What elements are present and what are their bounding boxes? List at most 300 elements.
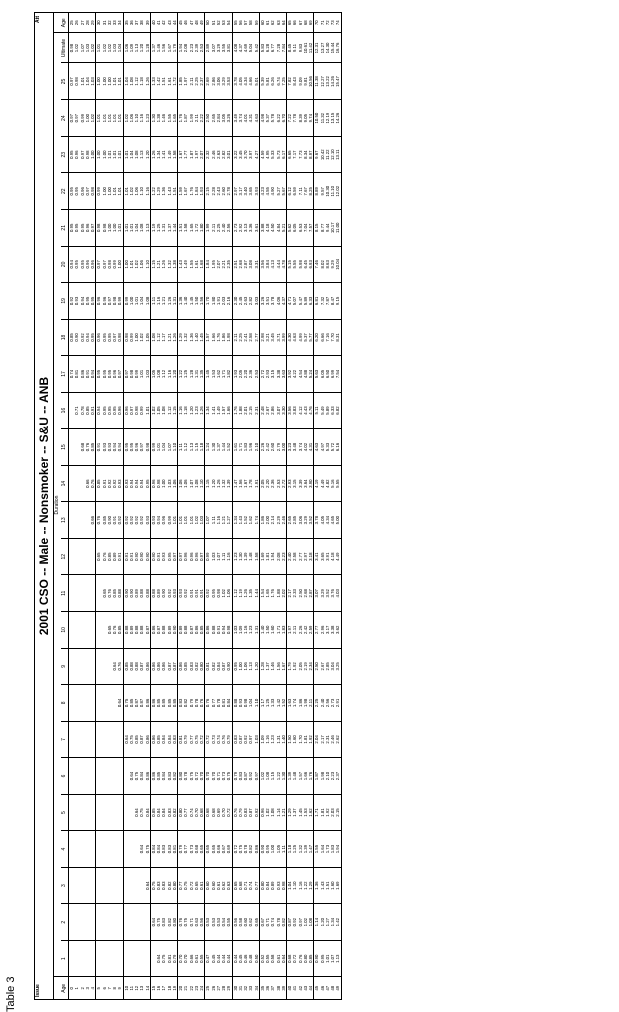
rate-cell: 0.72 (205, 721, 211, 758)
rate-cell: 0.97 (85, 173, 90, 210)
rate-cell: 1.01 (112, 173, 117, 210)
rate-cell: 2.02 (281, 575, 287, 612)
rate-cell: 1.88 (238, 392, 243, 429)
rate-cell: 0.87 (189, 612, 194, 649)
rate-cell: 5.55 (335, 465, 340, 502)
issue-age-cell: 1 (74, 987, 80, 990)
rate-cell: 0.87 (134, 685, 139, 722)
rate-cell: 3.88 (259, 210, 265, 247)
rate-cell: 0.96 (134, 429, 139, 466)
rate-cell: 1.26 (243, 575, 248, 612)
rate-cell: 0.97 (90, 210, 96, 247)
rate-cell: 0.83 (161, 831, 166, 868)
attained-age-cell: 68 (303, 13, 308, 33)
rate-cell: 0.66 (216, 831, 221, 868)
rate-cell: 2.45 (238, 283, 243, 320)
rate-cell: 1.39 (303, 831, 308, 868)
rate-cell: 0.74 (216, 721, 221, 758)
rate-cell: 1.28 (259, 648, 265, 685)
rate-cell: 1.50 (287, 721, 293, 758)
rate-cell: 6.74 (276, 63, 281, 100)
rate-cell: 0.88 (211, 612, 216, 649)
rate-cell: 0.89 (156, 575, 161, 612)
rate-cell: 11.00 (335, 210, 340, 247)
rate-cell: 4.37 (281, 283, 287, 320)
rate-cell: 5.27 (276, 173, 281, 210)
attained-age-cell: 58 (248, 13, 253, 33)
rate-cell: 1.50 (265, 612, 270, 649)
rate-cell: 4.90 (270, 173, 275, 210)
attained-age-cell: 36 (129, 13, 134, 33)
rate-cell: 0.97 (117, 356, 123, 393)
rate-cell: 3.51 (265, 283, 270, 320)
rate-cell: 2.20 (243, 356, 248, 393)
duration-header: Ultimate (61, 33, 69, 63)
rate-cell: 4.19 (314, 465, 320, 502)
rate-cell: 1.57 (298, 758, 303, 795)
rate-cell: 0.87 (243, 758, 248, 795)
rate-cell: 0.56 (232, 904, 238, 941)
rate-cell: 0.78 (216, 685, 221, 722)
rate-cell: 2.51 (232, 246, 238, 283)
rate-cell: 8.25 (308, 173, 314, 210)
rate-cell: 4.95 (265, 136, 270, 173)
rate-cell: 1.67 (167, 33, 172, 63)
rate-cell: 1.51 (325, 867, 330, 904)
rate-cell: 2.85 (325, 648, 330, 685)
rate-cell: 0.64 (117, 685, 123, 722)
rate-cell: 1.05 (145, 319, 151, 356)
rate-cell: 1.23 (248, 612, 253, 649)
rate-cell: 1.04 (139, 283, 144, 320)
rate-cell: 1.01 (145, 392, 151, 429)
rate-cell: 0.90 (226, 648, 232, 685)
rate-cell: 8.02 (320, 246, 325, 283)
rate-cell: 1.10 (254, 685, 260, 722)
rate-cell: 0.95 (123, 429, 129, 466)
rate-cell: 1.01 (183, 502, 188, 539)
rate-cell: 6.99 (330, 356, 335, 393)
header-spacer (54, 13, 61, 33)
rate-cell: 2.62 (335, 721, 340, 758)
rate-cell: 1.81 (320, 794, 325, 831)
rate-cell: 8.34 (303, 136, 308, 173)
rate-cell: 0.97 (96, 246, 102, 283)
rate-cell: 0.72 (232, 831, 238, 868)
rate-cell: 1.40 (183, 283, 188, 320)
rate-cell: 0.85 (167, 685, 172, 722)
rate-cell: 0.84 (150, 831, 156, 868)
issue-age-cell: 27 (215, 985, 221, 991)
rate-cell: 1.37 (265, 648, 270, 685)
rate-cell: 5.16 (330, 465, 335, 502)
rate-cell: 0.98 (123, 319, 129, 356)
duration-header: 25 (61, 63, 69, 100)
rate-cell: 0.72 (189, 867, 194, 904)
rate-cell: 1.09 (259, 721, 265, 758)
rate-cell: 3.29 (221, 63, 226, 100)
rate-cell: 1.41 (211, 392, 216, 429)
rate-cell: 1.34 (330, 904, 335, 941)
rate-cell: 1.03 (232, 612, 238, 649)
rate-cell: 1.06 (243, 648, 248, 685)
duration-header: 23 (61, 136, 69, 173)
rate-cell: 1.16 (145, 173, 151, 210)
rate-cell: 0.93 (161, 538, 166, 575)
rate-cell: 13.15 (330, 100, 335, 137)
rate-cell: 0.88 (129, 648, 134, 685)
rate-cell: 14.26 (330, 63, 335, 100)
rate-cell: 0.90 (74, 319, 79, 356)
rate-cell: 2.46 (211, 136, 216, 173)
rate-cell: 0.85 (102, 502, 107, 539)
issue-age-cell: 15 (150, 977, 156, 999)
rate-cell: 2.16 (226, 283, 232, 320)
rate-cell: 5.98 (298, 246, 303, 283)
rate-cell: 2.10 (325, 758, 330, 795)
rate-cell: 0.86 (150, 685, 156, 722)
rate-cell: 0.77 (254, 867, 260, 904)
rate-cell: 1.13 (335, 940, 340, 977)
rate-cell: 1.16 (167, 356, 172, 393)
rate-cell: 5.67 (281, 173, 287, 210)
rate-cell: 0.94 (139, 465, 144, 502)
rate-cell: 3.53 (226, 63, 232, 100)
rate-cell: 0.74 (69, 356, 75, 393)
duration-header: 16 (61, 392, 69, 429)
rate-cell: 0.94 (90, 356, 96, 393)
rate-cell: 1.36 (161, 173, 166, 210)
rate-cell: 0.60 (205, 867, 211, 904)
duration-header: 6 (61, 758, 69, 795)
issue-age-cell: 18 (166, 985, 172, 991)
rate-cell: 4.69 (243, 33, 248, 63)
rate-cell: 0.92 (292, 904, 297, 941)
rate-cell: 1.20 (172, 356, 178, 393)
rate-cell: 1.92 (325, 794, 330, 831)
rate-cell: 0.65 (254, 904, 260, 941)
attained-age-cell: 70 (314, 13, 320, 33)
rate-cell: 1.20 (320, 904, 325, 941)
rate-cell: 1.99 (189, 100, 194, 137)
rate-cell: 3.25 (335, 648, 340, 685)
attained-age-cell: 71 (320, 13, 325, 33)
issue-age-cell: 29 (226, 985, 232, 991)
rate-cell: 1.11 (281, 831, 287, 868)
rate-cell: 2.60 (221, 173, 226, 210)
rate-cell: 0.65 (232, 867, 238, 904)
rate-cell: 0.92 (117, 502, 123, 539)
attained-age-cell: 26 (74, 13, 79, 33)
rate-cell: 2.78 (226, 173, 232, 210)
rate-cell: 1.46 (270, 648, 275, 685)
attained-age-cell: 28 (85, 13, 90, 33)
rate-cell: 0.86 (178, 648, 184, 685)
rate-cell: 5.37 (265, 100, 270, 137)
rate-cell: 1.01 (117, 210, 123, 247)
rate-cell: 6.17 (281, 136, 287, 173)
rate-cell: 2.22 (199, 100, 205, 137)
rate-cell: 2.40 (221, 210, 226, 247)
rate-cell: 0.65 (211, 831, 216, 868)
rate-cell: 1.20 (145, 136, 151, 173)
rate-cell: 2.42 (303, 612, 308, 649)
rate-cell: 5.21 (281, 210, 287, 247)
duration-header: 17 (61, 356, 69, 393)
issue-age-cell: 0 (69, 987, 74, 990)
rate-cell: 0.80 (259, 867, 265, 904)
rate-cell: 1.74 (292, 685, 297, 722)
rate-cell: 0.76 (178, 904, 184, 941)
rate-cell: 10.56 (308, 63, 314, 100)
rate-cell: 1.08 (145, 283, 151, 320)
rate-cell: 0.85 (123, 648, 129, 685)
rate-cell: 8.31 (335, 319, 340, 356)
attained-age-cell: 47 (189, 13, 194, 33)
rate-cell: 2.97 (303, 538, 308, 575)
rate-cell: 0.83 (243, 794, 248, 831)
rate-cell: 1.22 (178, 356, 184, 393)
rate-cell: 1.98 (303, 685, 308, 722)
rate-cell: 1.15 (150, 246, 156, 283)
rate-cell: 1.42 (335, 904, 340, 941)
rate-cell: 0.73 (211, 721, 216, 758)
rate-cell: 4.66 (248, 63, 253, 100)
rate-cell: 1.01 (112, 100, 117, 137)
rate-cell: 0.95 (90, 319, 96, 356)
rate-cell: 6.20 (314, 319, 320, 356)
rate-cell: 1.01 (123, 210, 129, 247)
rate-cell: 1.01 (107, 136, 112, 173)
rate-cell: 0.98 (69, 33, 75, 63)
rate-cell: 0.95 (112, 392, 117, 429)
rate-cell: 1.37 (167, 210, 172, 247)
rate-cell: 0.80 (178, 758, 184, 795)
rate-cell: 1.18 (287, 831, 293, 868)
rate-cell: 0.72 (194, 758, 199, 795)
rate-cell: 7.54 (335, 356, 340, 393)
rate-cell: 6.77 (270, 33, 275, 63)
rate-cell: 0.80 (178, 794, 184, 831)
rate-cell: 2.33 (292, 575, 297, 612)
rate-cell: 0.68 (199, 794, 205, 831)
rate-cell: 1.26 (216, 465, 221, 502)
rate-cell: 7.32 (320, 283, 325, 320)
rate-cell: 0.91 (156, 538, 161, 575)
rate-cell: 0.64 (281, 940, 287, 977)
rate-cell: 0.96 (85, 210, 90, 247)
rate-cell: 1.49 (183, 246, 188, 283)
rate-cell: 0.86 (150, 648, 156, 685)
table-body (69, 13, 341, 999)
rate-cell: 1.16 (298, 867, 303, 904)
rate-cell: 0.73 (189, 831, 194, 868)
rate-cell: 1.44 (221, 429, 226, 466)
rate-cell: 1.25 (265, 685, 270, 722)
rate-cell: 0.90 (150, 538, 156, 575)
rate-cell: 0.95 (211, 575, 216, 612)
rate-cell: 3.62 (335, 612, 340, 649)
rate-cell: 0.88 (117, 575, 123, 612)
attained-age-cell: 63 (276, 13, 281, 33)
duration-header-row (61, 13, 69, 999)
rate-cell: 3.05 (221, 100, 226, 137)
rate-cell: 0.78 (276, 904, 281, 941)
rate-cell: 0.96 (96, 283, 102, 320)
rate-cell: 1.76 (232, 392, 238, 429)
rate-cell: 1.16 (265, 721, 270, 758)
rate-cell: 2.96 (320, 612, 325, 649)
rate-cell: 2.00 (265, 502, 270, 539)
rate-cell: 1.12 (183, 429, 188, 466)
rate-cell: 7.16 (325, 319, 330, 356)
rate-cell: 1.76 (216, 319, 221, 356)
rate-cell: 4.23 (259, 173, 265, 210)
rate-cell: 4.43 (303, 392, 308, 429)
rate-cell: 0.73 (221, 758, 226, 795)
rate-cell: 3.07 (314, 575, 320, 612)
rate-cell: 4.50 (270, 210, 275, 247)
rate-cell: 0.93 (172, 575, 178, 612)
rate-cell: 0.45 (238, 940, 243, 977)
rate-cell: 6.66 (320, 319, 325, 356)
rate-cell: 3.41 (314, 538, 320, 575)
rate-cell: 6.93 (308, 246, 314, 283)
attained-age-cell: 33 (112, 13, 117, 33)
rate-cell: 5.62 (287, 210, 293, 247)
rate-cell: 6.81 (314, 283, 320, 320)
issue-age-cell: 12 (134, 985, 139, 991)
rate-cell: 0.84 (145, 794, 151, 831)
rate-cell: 0.64 (139, 831, 144, 868)
rate-cell: 0.90 (129, 575, 134, 612)
rate-cell: 0.95 (74, 173, 79, 210)
rate-cell: 16.76 (335, 33, 340, 63)
rate-cell: 0.96 (117, 392, 123, 429)
rate-cell: 1.21 (221, 502, 226, 539)
rate-cell: 3.81 (226, 33, 232, 63)
rate-cell: 0.83 (167, 794, 172, 831)
rate-cell: 2.86 (270, 392, 275, 429)
rate-cell: 1.45 (199, 319, 205, 356)
rate-cell: 1.01 (134, 283, 139, 320)
rate-cell: 1.02 (90, 33, 96, 63)
rate-cell: 0.93 (102, 429, 107, 466)
rate-cell: 1.03 (90, 63, 96, 100)
rate-cell: 2.63 (243, 283, 248, 320)
rate-cell: 1.80 (199, 210, 205, 247)
rate-cell: 1.15 (205, 465, 211, 502)
rate-cell: 4.02 (303, 429, 308, 466)
rate-cell: 1.11 (178, 429, 184, 466)
rate-cell: 0.82 (183, 685, 188, 722)
rate-cell: 1.02 (265, 794, 270, 831)
issue-age-cell: 14 (144, 985, 150, 991)
rate-cell: 3.21 (265, 319, 270, 356)
issue-age-cell: 17 (161, 985, 167, 991)
rate-cell: 5.01 (254, 63, 260, 100)
rate-cell: 0.91 (96, 429, 102, 466)
rate-cell: 2.11 (232, 319, 238, 356)
attained-age-cell: 55 (232, 13, 238, 33)
mortality-table (34, 12, 342, 1000)
rate-cell: 1.26 (161, 246, 166, 283)
rate-cell: 1.06 (172, 465, 178, 502)
duration-header: 3 (61, 867, 69, 904)
rate-cell: 4.99 (298, 319, 303, 356)
rate-cell: 1.51 (161, 63, 166, 100)
rate-cell: 4.05 (320, 502, 325, 539)
rate-cell: 8.43 (292, 63, 297, 100)
rate-cell: 1.94 (335, 831, 340, 868)
rate-cell: 1.39 (226, 465, 232, 502)
rate-cell: 0.98 (243, 685, 248, 722)
rate-cell: 3.61 (254, 210, 260, 247)
rate-cell: 0.80 (172, 867, 178, 904)
rate-cell: 0.90 (259, 831, 265, 868)
rate-cell: 5.33 (325, 429, 330, 466)
rate-cell: 0.86 (150, 758, 156, 795)
rate-cell: 2.84 (216, 100, 221, 137)
rate-cell: 0.90 (145, 538, 151, 575)
rate-cell: 0.96 (123, 392, 129, 429)
rate-cell: 8.97 (308, 136, 314, 173)
rate-cell: 1.09 (129, 33, 134, 63)
rate-cell: 1.29 (156, 173, 161, 210)
rate-cell: 1.00 (96, 63, 102, 100)
issue-age-cell: 13 (139, 985, 145, 991)
rate-cell: 1.00 (161, 465, 166, 502)
rate-cell: 1.01 (112, 136, 117, 173)
rate-cell: 1.26 (150, 136, 156, 173)
rate-cell: 3.78 (314, 502, 320, 539)
issue-age-cell: 16 (156, 985, 161, 991)
issue-header: Issue (35, 984, 41, 997)
rate-cell: 2.03 (221, 283, 226, 320)
duration-header: 4 (61, 831, 69, 868)
rate-cell: 2.56 (325, 685, 330, 722)
rate-cell: 0.52 (259, 940, 265, 977)
rate-cell: 0.58 (238, 904, 243, 941)
rate-cell: 2.15 (205, 173, 211, 210)
rate-cell: 1.00 (107, 173, 112, 210)
rate-cell: 2.25 (238, 319, 243, 356)
rate-cell: 2.17 (320, 721, 325, 758)
rate-cell: 0.75 (238, 831, 243, 868)
rate-cell: 0.79 (172, 940, 178, 977)
rate-cell: 1.71 (276, 612, 281, 649)
rate-cell: 2.48 (259, 392, 265, 429)
duration-header: 2 (61, 904, 69, 941)
rate-cell: 0.91 (216, 612, 221, 649)
rate-cell: 0.44 (232, 940, 238, 977)
rate-cell: 0.82 (194, 648, 199, 685)
rate-cell: 13.27 (320, 33, 325, 63)
rate-cell: 3.52 (308, 502, 314, 539)
rate-cell: 0.97 (172, 538, 178, 575)
rate-cell: 1.06 (139, 246, 144, 283)
header-spacer (54, 977, 61, 999)
rate-cell: 1.34 (205, 392, 211, 429)
rate-cell: 5.47 (298, 283, 303, 320)
rate-cell: 2.11 (211, 210, 216, 247)
rate-cell: 0.81 (221, 685, 226, 722)
rate-cell: 3.40 (243, 173, 248, 210)
attained-age-cell: 42 (161, 13, 166, 33)
rate-cell: 0.64 (112, 648, 117, 685)
issue-age-cell: 28 (221, 985, 226, 991)
rate-cell: 1.07 (189, 465, 194, 502)
